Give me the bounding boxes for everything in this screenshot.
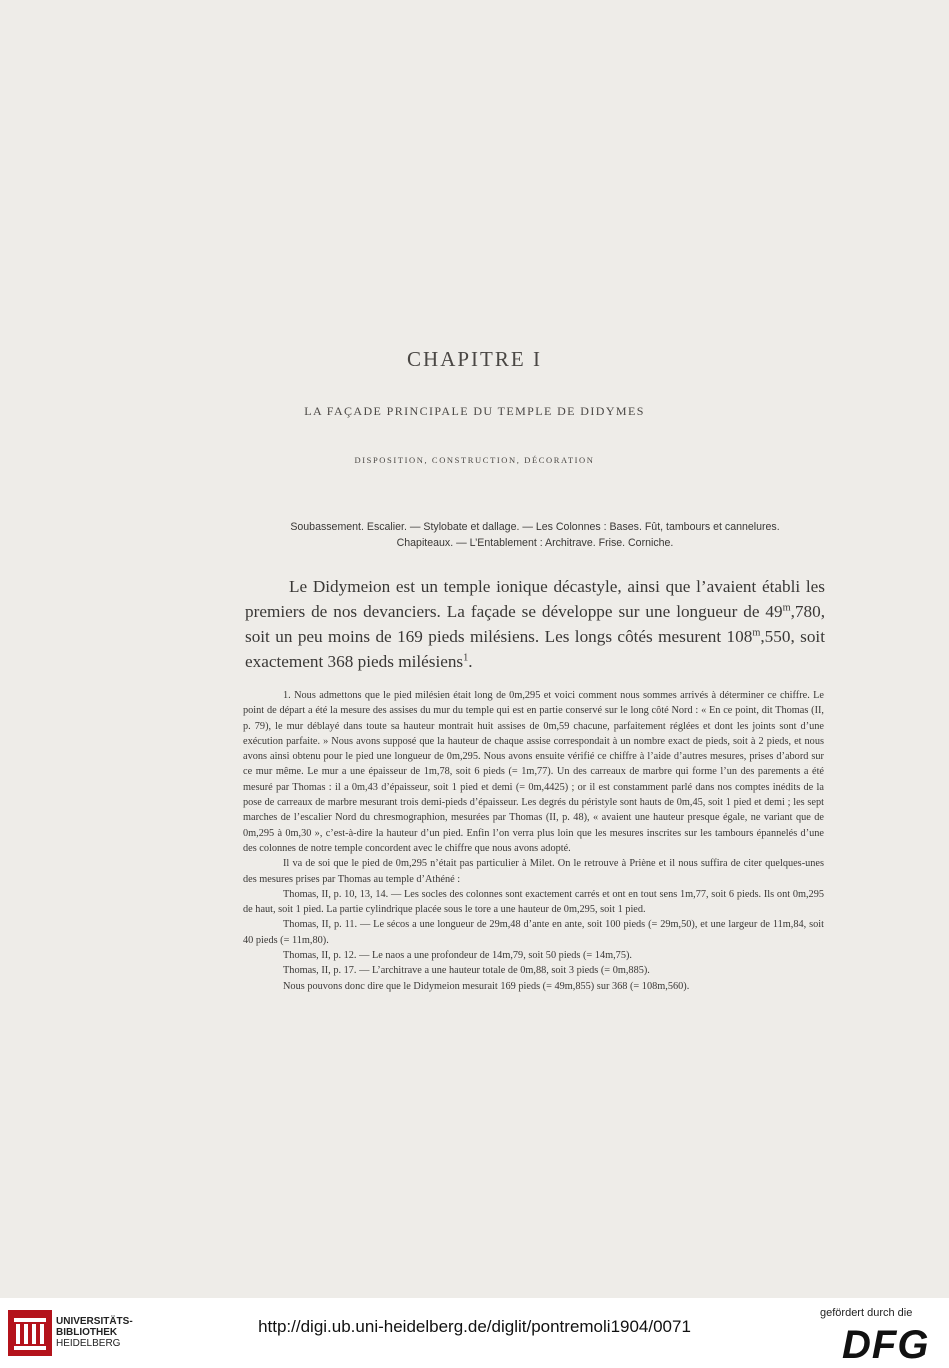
logo-line-2: BIBLIOTHEK (56, 1327, 118, 1338)
main-text-b: ,780, soit un peu moins de 169 pieds milésiens. Les longs côtés mesurent 108 (245, 602, 825, 646)
main-text-d: . (468, 652, 473, 671)
main-text (245, 574, 825, 674)
dfg-logo: DFG (842, 1323, 930, 1367)
logo-line-3: HEIDELBERG (56, 1338, 121, 1349)
summary-line-1: Soubassement. Escalier. — Stylobate et dallage. — Les Colonnes : Bases. Fût, tambours et cannelures. (290, 521, 780, 533)
unit-sup: m (752, 627, 761, 639)
main-text-c: ,550, soit exactement 368 pieds milésiens (245, 627, 825, 671)
footnote-paragraph: Thomas, II, p. 12. — Le naos a une profondeur de 14m,79, soit 50 pieds (= 14m,75). (283, 950, 632, 962)
footnote-paragraph: Thomas, II, p. 11. — Le sécos a une longueur de 29m,48 d’ante en ante, soit 100 pieds (= 29m,50), et une largeur de 11m,84, soit 40 pieds (= 11m,80). (243, 919, 824, 946)
main-text-a: Le Didymeion est un temple ionique décastyle, ainsi que l’avaient établi les premiers de nos devanciers. La façade se développe sur une longueur de 49 (245, 577, 825, 621)
logo-line-1: UNIVERSITÄTS- (56, 1316, 133, 1327)
chapter-subsubtitle: DISPOSITION, CONSTRUCTION, DÉCORATION (354, 455, 595, 465)
footnote-paragraph: 1. Nous admettons que le pied milésien était long de 0m,295 et voici comment nous sommes arrivés à déterminer ce chiffre. Le point de départ a été la mesure des assises du mur du temple qui est en partie conservé sur le long côté Nord : « En ce point, dit Thomas (II, p. 79), le mur déblayé dans toute sa hauteur montrait huit assises de 0m,59 chacune, parfaitement réglées et dont les joints sont d’une exécution parfaite. » Nous avons supposé que la hauteur de chaque assise correspondait à un nombre exact de pieds, soit à 2 pieds, et nous avons ainsi obtenu pour le pied une longueur de 0m,295. Nous avons ensuite vérifié ce chiffre à l’aide d’autres mesures, prises d’abord sur ce mur même. Le mur a une épaisseur de 1m,78, soit 6 pieds (= 1m,77). Un des carreaux de marbre qui forme l’un des parements a été mesuré par Thomas : il a 0m,43 d’épaisseur, soit 1 pied et demi (= 0m,4425) ; or il est constamment parlé dans nos comptes inédits de la pose de carreaux de marbre mesurant trois demi-pieds d’épaisseur. Les degrés du péristyle sont hauts de 0m,45, soit 1 pied et demi ; les sept marches de l’escalier Nord du chresmographion, mesurées par Thomas (II, p. 48), « avaient une hauteur presque égale, ne variant que de 0m,295 à 0m,30 », c’est-à-dire la hauteur d’un pied. Enfin l’on verra plus loin que les mesures inscrites sur les tambours épannelés d’une des colonnes de notre temple concordent avec le chiffre que nous avons adopté. (243, 690, 824, 854)
footnote-paragraph: Il va de soi que le pied de 0m,295 n’était pas particulier à Milet. On le retrouve à Priène et il nous suffira de citer quelques-unes des mesures prises par Thomas au temple d’Athéné : (243, 858, 824, 885)
chapter-subtitle: LA FAÇADE PRINCIPALE DU TEMPLE DE DIDYMES (304, 404, 645, 418)
main-paragraph (245, 574, 825, 674)
document-url-link[interactable]: http://digi.ub.uni-heidelberg.de/diglit/pontremoli1904/0071 (258, 1317, 691, 1336)
unit-sup: m (782, 602, 791, 614)
footnote-ref: 1 (463, 652, 469, 664)
footnote-paragraph: Nous pouvons donc dire que le Didymeion mesurait 169 pieds (= 49m,855) sur 368 (= 108m,560). (283, 980, 690, 992)
summary-line-2: Chapiteaux. — L’Entablement : Architrave. Frise. Corniche. (396, 537, 674, 549)
footnote-paragraph: Thomas, II, p. 17. — L’architrave a une hauteur totale de 0m,88, soit 3 pieds (= 0m,885). (283, 965, 650, 977)
footnotes (243, 688, 824, 994)
footnote-paragraph: Thomas, II, p. 10, 13, 14. — Les socles des colonnes sont exactement carrés et ont en tout sens 1m,77, soit 6 pieds. Ils ont 0m,295 de haut, soit 1 pied. La partie cylindrique placée sous le tore a une hauteur de 0m,295, soit 1 pied. (243, 888, 824, 916)
chapter-title: CHAPITRE I (407, 347, 542, 371)
chapter-summary (240, 519, 830, 551)
funded-by-label: gefördert durch die (820, 1307, 913, 1319)
